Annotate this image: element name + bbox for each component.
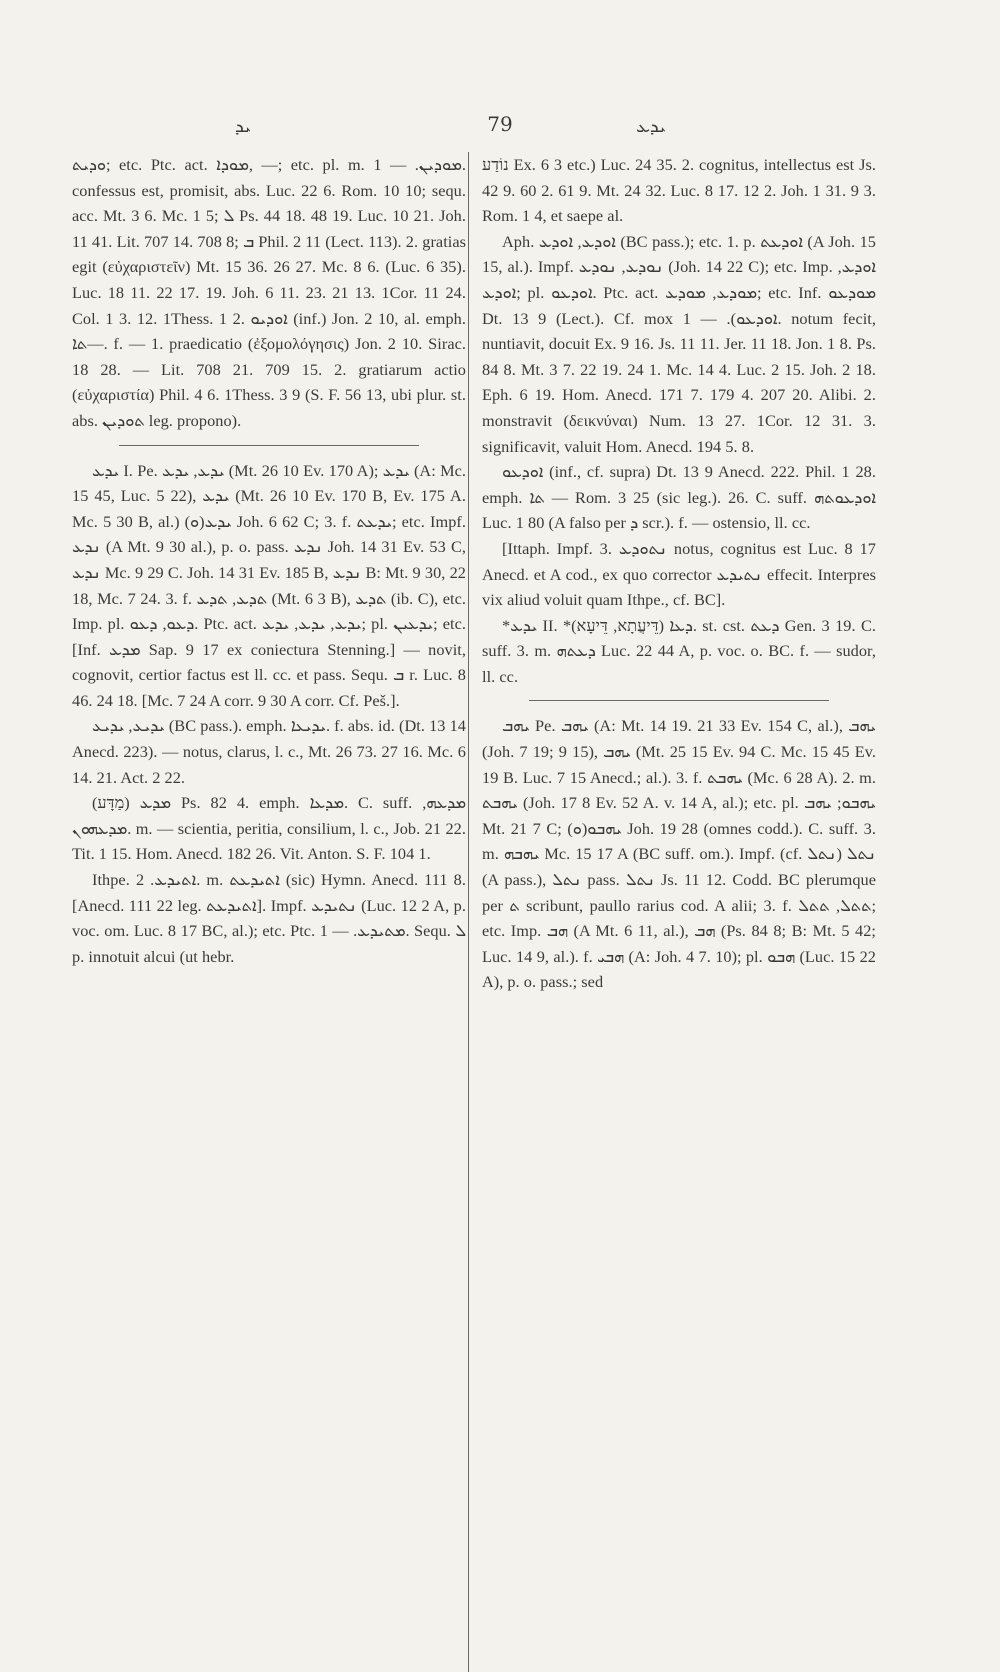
entry-paragraph: [Ittaph. Impf. 3. ܢܬܘܕܥ notus, cognitus est Luc. 8 17 Anecd. et A cod., ex quo corrector ܢܬܝܕܥ effecit. Interpres vix aliud voluit quam Ithpe., cf. BC].: [482, 538, 876, 610]
page-header: [0, 112, 1000, 142]
column-rule: [468, 152, 469, 1672]
entry-paragraph: ܝܕܝܥ, ܝܕܝܥ (BC pass.). emph. ܝܕܝܥܐ. f. abs. id. (Dt. 13 14 Anecd. 223). — notus, clarus, l. c., Mt. 26 73. 27 16. Mc. 6 14. 21. Act. 2 22.: [72, 716, 466, 787]
header-right-catchword: ܝܕܥ: [636, 116, 666, 137]
header-left-catchword: ܝܕ: [235, 116, 252, 137]
entry-paragraph: ܡܕܥ (מַדָּע) Ps. 82 4. emph. ܡܕܥܐ. C. suff. ܡܕܥܗ, ܡܕܥܗܘܢ. m. — scientia, peritia, consilium, l. c., Job. 21 22. Tit. 1 15. Hom. Anecd. 182 26. Vit. Anton. S. F. 104 1.: [72, 793, 466, 864]
entry-paragraph: *ܝܕܥ II. *ܕܥܐ (דֵּיעֲתָא, דֵּיעָא). st. cst. ܕܥܬ Gen. 3 19. C. suff. 3. m. ܕܥܬܗ Luc. 22 44 A, p. voc. o. BC. f. — sudor, ll. cc.: [482, 615, 876, 686]
entry-paragraph: ܐܘܕܥܘ (inf., cf. supra) Dt. 13 9 Anecd. 222. Phil. 1 28. emph. ܬܐ — Rom. 3 25 (sic leg.). 26. C. suff. ܐܘܕܥܘܬܗ Luc. 1 80 (A falso per ܕ scr.). f. — ostensio, ll. cc.: [482, 462, 876, 533]
entry-paragraph: ܝܗܒ Pe. ܝܗܒ (A: Mt. 14 19. 21 33 Ev. 154 C, al.), ܝܗܒ (Joh. 7 19; 9 15), ܝܗܒ (Mt. 25 15 Ev. 94 C. Mc. 15 45 Ev. 19 B. Luc. 7 15 Anecd.; al.). 3. f. ܝܗܒܬ (Mc. 6 28 A). 2. m. ܝܗܒܬ (Joh. 17 8 Ev. 52 A. v. 14 A, al.); etc. pl. ܝܗܒܘ; ܝܗܒ Mt. 21 7 C; ܝܗܒܘ(ܘ) Joh. 19 28 (omnes codd.). C. suff. 3. m. ܝܗܒܗ Mc. 15 17 A (BC suff. om.). Impf. (cf. ܢܬܠ) ܢܬܠ (A pass.), ܢܬܠ pass. ܢܬܠ Js. 11 12. Codd. BC plerumque per ܬ scribunt, paullo rarius cod. A alii; 3. f. ܬܬܠ, ܬܬܠ; etc. Imp. ܗܒ (A Mt. 6 11, al.), ܗܒ (Ps. 84 8; B: Mt. 5 42; Luc. 14 9, al.). f. ܗܒܝ (A: Joh. 4 7. 10); pl. ܗܒܘ (Luc. 15 22 A), p. o. pass.; sed: [482, 716, 877, 992]
right-column: [482, 152, 876, 995]
entry-paragraph: ܘܕܝܬ; etc. Ptc. act. ܡܘܕܐ, —; etc. pl. m. ܡܘܕܝܢ. — 1. confessus est, promisit, abs. Luc. 22 6. Rom. 10 10; sequ. acc. Mt. 3 6. Mc. 1 5; ܠ Ps. 44 18. 48 19. Luc. 10 21. Joh. 11 41. Lit. 707 14. 708 8; ܒ Phil. 2 11 (Lect. 113). 2. gratias egit (εὐχαριστεῖν) Mt. 15 36. 26 27. Mc. 8 6. (Luc. 6 35). Luc. 18 11. 22 17. 19. Joh. 6 11. 23. 21 13. 1Cor. 11 24. Col. 1 3. 12. 1Thess. 1 2. ܐܘܕܝܘ (inf.) Jon. 2 10, al. emph. ܬܐ—. f. — 1. praedicatio (ἐξομολόγησις) Jon. 2 10. Sirac. 18 28. — Lit. 708 21. 709 15. 2. gratiarum actio (εὐχαριστία) Phil. 4 6. 1Thess. 3 9 (S. F. 56 13, ubi plur. st. abs. ܬܘܕܝܢ leg. propono).: [72, 155, 466, 430]
entry-paragraph: Aph. ܐܘܕܥ, ܐܘܕܥ (BC pass.); etc. 1. p. ܐܘܕܥܬ (A Joh. 15 15, al.). Impf. ܢܘܕܥ, ܢܘܕܥ (Joh. 14 22 C); etc. Imp. ܐܘܕܥ, ܐܘܕܥ; pl. ܐܘܕܥܘ. Ptc. act. ܡܘܕܥ, ܡܘܕܥ; etc. Inf. ܡܘܕܥܘ Dt. 13 9 (Lect.). Cf. mox ܐܘܕܥܘ). — 1. notum fecit, nuntiavit, docuit Ex. 9 16. Js. 11 11. Jer. 11 18. Jon. 1 8. Ps. 84 8. Mt. 3 7. 22 19. 24 1. Mc. 14 4. Luc. 2 15. Joh. 2 18. Eph. 6 19. Hom. Anecd. 171 7. 179 4. 207 20. Alibi. 2. monstravit (δεικνύναι) Num. 13 27. 1Cor. 12 31. 3. significavit, valuit Hom. Anecd. 194 5. 8.: [482, 231, 877, 456]
section-divider: [529, 700, 829, 701]
entry-paragraph: ܝܕܥ I. Pe. ܝܕܥ, ܝܕܥ (Mt. 26 10 Ev. 170 A); ܝܕܥ (A: Mc. 15 45, Luc. 5 22), ܝܕܥ (Mt. 26 10 Ev. 170 B, Ev. 175 A. Mc. 5 30 B, al.) ܝܕܥ(ܘ) Joh. 6 62 C; 3. f. ܝܕܥܬ; etc. Impf. ܢܕܥ (A Mt. 9 30 al.), p. o. pass. ܢܕܥ Joh. 14 31 Ev. 53 C, ܢܕܥ Mc. 9 29 C. Joh. 14 31 Ev. 185 B, ܢܕܥ B: Mt. 9 30, 22 18, Mc. 7 24. 3. f. ܬܕܥ, ܬܕܥ (Mt. 6 3 B), ܬܕܥ (ib. C), etc. Imp. pl. ܕܥܘ, ܕܥܘ. Ptc. act. ܝܕܥ, ܝܕܥ, ܝܕܥ; pl. ܝܕܥܝܢ; etc. [Inf. ܡܕܥ Sap. 9 17 ex coniectura Stenning.] — novit, cognovit, certior factus est ll. cc. et pass. Sequ. ܒ r. Luc. 8 46. 24 18. [Mc. 7 24 A corr. 9 30 A corr. Cf. Peš.].: [72, 460, 467, 710]
section-divider: [119, 445, 419, 446]
page-number: 79: [487, 112, 513, 136]
entry-paragraph: Ithpe. ܐܬܝܕܥ. 2. m. ܐܬܝܕܥܬ (sic) Hymn. Anecd. 111 8. [Anecd. 111 22 leg. ܐܬܝܕܥܬ]. Impf. ܢܬܝܕܥ (Luc. 12 2 A, p. voc. om. Luc. 8 17 BC, al.); etc. Ptc. ܡܬܝܕܥ. — 1. Sequ. ܠ p. innotuit alcui (ut hebr.: [72, 870, 466, 966]
entry-paragraph: נוֹדַע Ex. 6 3 etc.) Luc. 24 35. 2. cognitus, intellectus est Js. 42 9. 60 2. 61 9. Mt. 24 32. Luc. 8 17. 12 2. Joh. 1 31. 9 3. Rom. 1 4, et saepe al.: [482, 155, 876, 226]
left-column: [72, 152, 466, 969]
